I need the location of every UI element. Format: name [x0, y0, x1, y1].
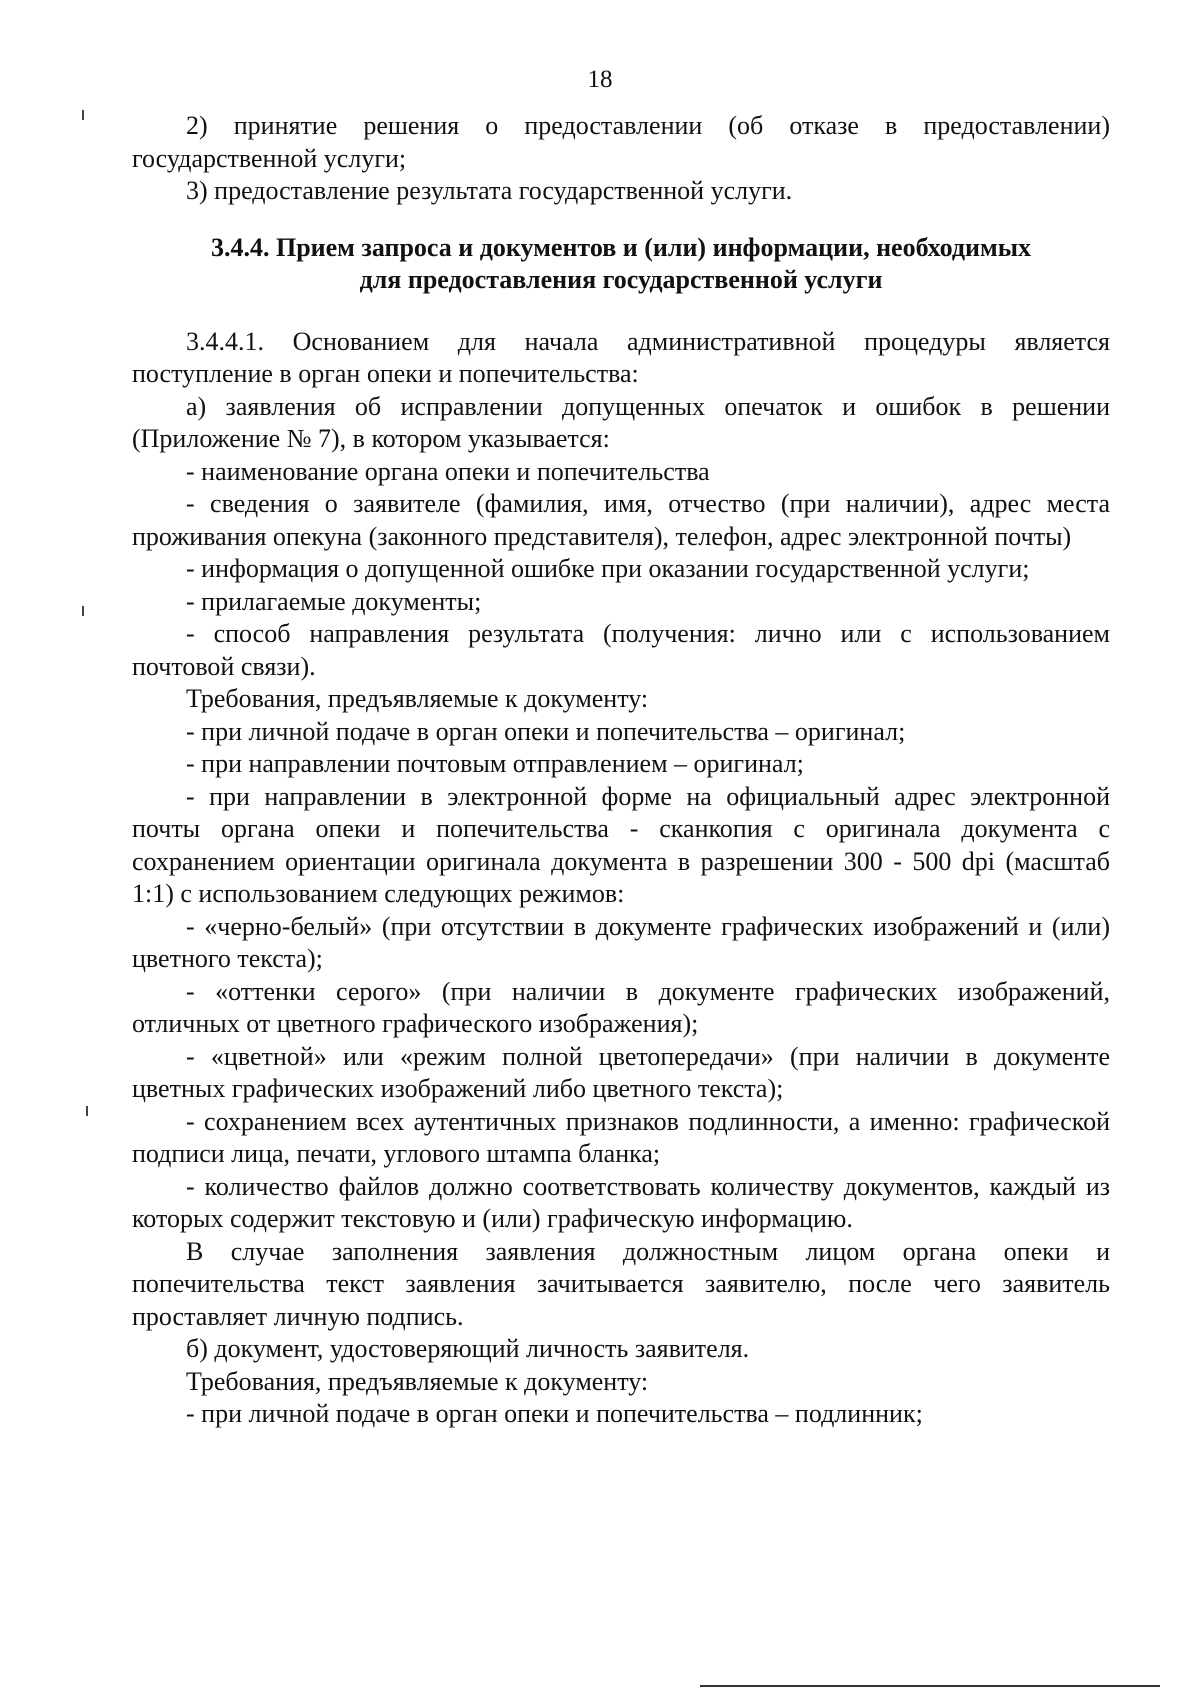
paragraph: Требования, предъявляемые к документу:	[186, 684, 649, 713]
list-item: - сохранением всех аутентичных признаков подлинности, а именно: графической подписи лица, печати, углового штампа бланка;	[132, 1106, 1110, 1168]
list-item: - прилагаемые документы;	[186, 586, 482, 616]
list-item: - информация о допущенной ошибке при оказании государственной услуги;	[186, 554, 1030, 583]
scan-mark	[86, 1106, 88, 1116]
bottom-rule	[700, 1685, 1160, 1687]
scan-mark	[82, 606, 84, 616]
list-item: - при направлении в электронной форме на официальный адрес электронной почты органа опеки и попечительства - сканкопия с оригинала документа с сохранением ориентации оригинала документа в разрешении 300 - 500 dpi (масштаб 1:1) с использованием следующих режимов:	[132, 781, 1110, 908]
paragraph: 3.4.4.1. Основанием для начала административной процедуры является поступление в орган опеки и попечительства:	[132, 326, 1110, 388]
paragraph: б) документ, удостоверяющий личность заявителя.	[186, 1334, 750, 1363]
paragraph: а) заявления об исправлении допущенных опечаток и ошибок в решении (Приложение № 7), в котором указывается:	[132, 391, 1110, 453]
list-item: - «оттенки серого» (при наличии в документе графических изображений, отличных от цветного графического изображения);	[132, 976, 1110, 1038]
section-heading	[132, 232, 1110, 296]
list-item: - «черно-белый» (при отсутствии в документе графических изображений и (или) цветного текста);	[132, 911, 1110, 973]
list-item: - наименование органа опеки и попечительства	[186, 456, 710, 486]
paragraph: В случае заполнения заявления должностным лицом органа опеки и попечительства текст заявления зачитывается заявителю, после чего заявитель проставляет личную подпись.	[132, 1236, 1110, 1331]
paragraph: Требования, предъявляемые к документу:	[186, 1366, 649, 1396]
list-item: - при личной подаче в орган опеки и попечительства – подлинник;	[186, 1399, 923, 1428]
list-item: - способ направления результата (получения: лично или с использованием почтовой связи).	[132, 619, 1110, 681]
page-number: 18	[587, 66, 613, 93]
list-item: - сведения о заявителе (фамилия, имя, отчество (при наличии), адрес места проживания опекуна (законного представителя), телефон, адрес электронной почты)	[132, 489, 1110, 551]
list-item: - «цветной» или «режим полной цветопередачи» (при наличии в документе цветных графических изображений либо цветного текста);	[132, 1041, 1110, 1103]
heading-line: 3.4.4. Прием запроса и документов и (или) информации, необходимых	[210, 232, 1032, 262]
heading-line: для предоставления государственной услуги	[359, 264, 883, 294]
scan-mark	[82, 110, 84, 120]
list-item: - при направлении почтовым отправлением – оригинал;	[186, 749, 804, 778]
paragraph: 3) предоставление результата государственной услуги.	[186, 176, 793, 205]
document-body	[132, 110, 1110, 1431]
list-item: - количество файлов должно соответствовать количеству документов, каждый из которых содержит текстовую и (или) графическую информацию.	[132, 1171, 1110, 1233]
paragraph: 2) принятие решения о предоставлении (об отказе в предоставлении) государственной услуги;	[132, 111, 1110, 173]
list-item: - при личной подаче в орган опеки и попечительства – оригинал;	[186, 716, 906, 746]
